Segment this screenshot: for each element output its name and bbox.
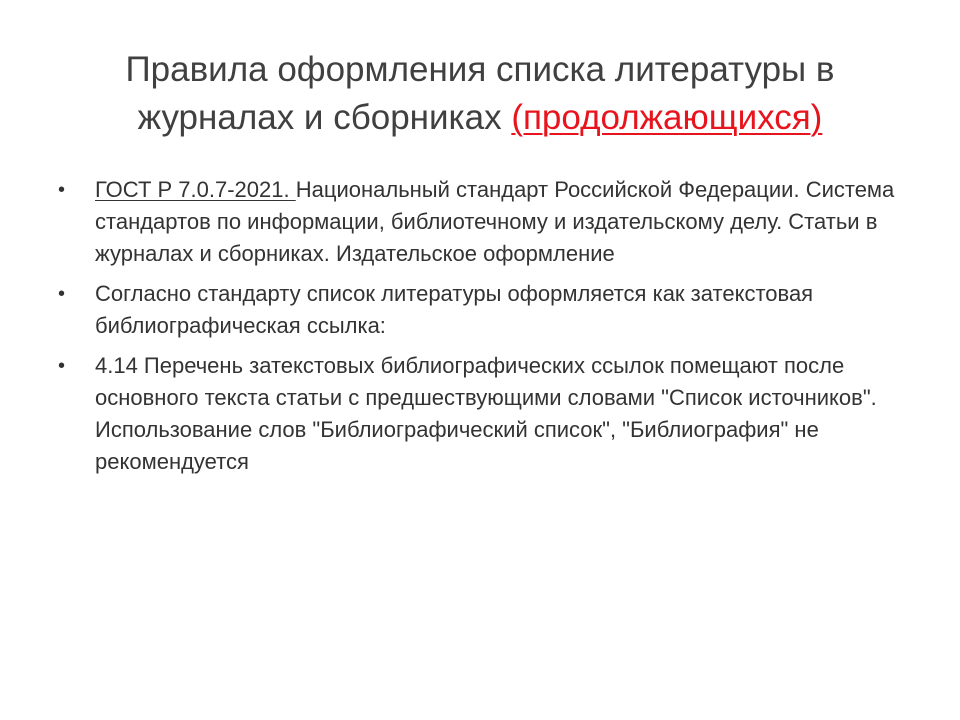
bullet-text: 4.14 Перечень затекстовых библиографических ссылок помещают после основного текста статьи с предшествующими словами "Список источников". Использование слов "Библиографический список", "Библиография" не рекомендуется [95,353,877,474]
title-continuing-link[interactable]: (продолжающихся) [511,98,823,137]
title-line-1: Правила оформления списка литературы в [125,50,835,89]
slide-title [60,46,900,142]
bullet-icon: • [58,355,66,377]
bullet-icon: • [58,179,66,201]
bullet-item-clause-4-14 [58,350,918,478]
bullet-text: Согласно стандарту список литературы оформляется как затекстовая библиографическая ссылка: [95,281,814,338]
bullet-list [58,174,918,486]
bullet-icon: • [58,283,66,305]
title-line-2-text: журналах и сборниках [137,98,512,137]
bullet-text: Национальный стандарт Российской Федерации. Система стандартов по информации, библиотечному и издательскому делу. Статьи в журналах и сборниках. Издательское оформление [95,177,895,266]
bullet-item-standard-note [58,278,918,342]
bullet-item-gost [58,174,918,270]
gost-standard-link[interactable]: ГОСТ Р 7.0.7-2021. [95,177,296,202]
